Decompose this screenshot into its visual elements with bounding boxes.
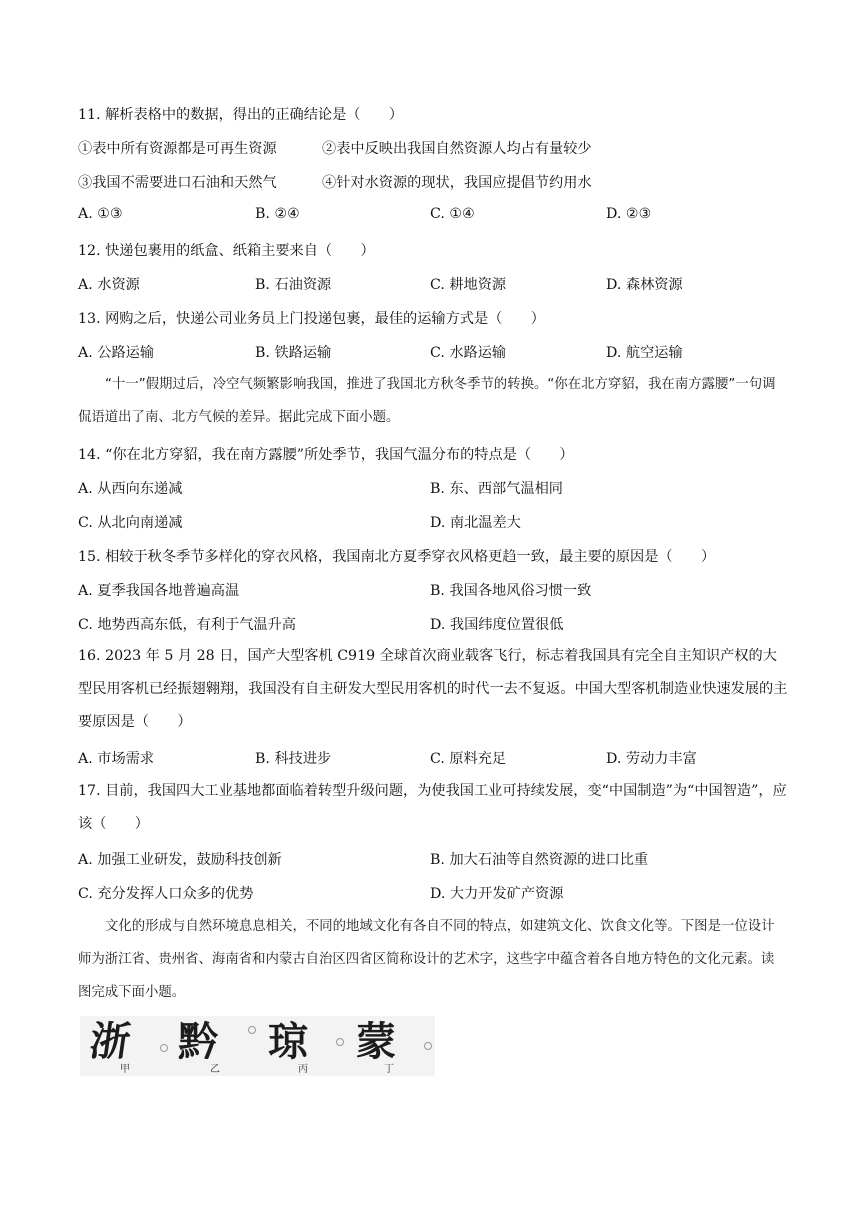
q12-option-b[interactable]: B. 石油资源: [255, 277, 332, 293]
art-glyph-meng: 蒙: [356, 1018, 396, 1065]
q17-option-c[interactable]: C. 充分发挥人口众多的优势: [78, 886, 254, 902]
q11-statement-4: ④针对水资源的现状，我国应提倡节约用水: [322, 175, 592, 191]
q14-option-a[interactable]: A. 从西向东递减: [78, 481, 183, 497]
q15-stem: 15. 相较于秋冬季节多样化的穿衣风格，我国南北方夏季穿衣风格更趋一致，最主要的原因是（ ）: [78, 549, 716, 565]
q15-option-b[interactable]: B. 我国各地风俗习惯一致: [430, 583, 592, 599]
q11-statements-row1: [78, 138, 798, 171]
q11-option-c[interactable]: C. ①④: [430, 206, 475, 222]
q14-options-row2: [78, 512, 798, 545]
q15-option-a[interactable]: A. 夏季我国各地普遍高温: [78, 583, 240, 599]
q11-statement-1: ①表中所有资源都是可再生资源: [78, 141, 277, 157]
art-glyph-zhe: 浙: [86, 1018, 134, 1065]
q11-statements-row2: [78, 172, 798, 205]
q13-option-a[interactable]: A. 公路运输: [78, 345, 155, 361]
q12-option-c[interactable]: C. 耕地资源: [430, 277, 507, 293]
q14-option-c[interactable]: C. 从北向南递减: [78, 515, 183, 531]
passage-climate: “十一”假期过后，冷空气频繁影响我国，推进了我国北方秋冬季节的转换。“你在北方穿貂，我在南方露腰”一句调侃语道出了南、北方气候的差异。据此完成下面小题。: [78, 377, 776, 425]
seal-mark: [248, 1026, 256, 1034]
art-glyph-qian: 黔: [178, 1018, 218, 1065]
art-glyph-qiong: 琼: [268, 1018, 308, 1065]
q12-option-d[interactable]: D. 森林资源: [606, 277, 683, 293]
q11-option-d[interactable]: D. ②③: [606, 206, 652, 222]
q16-option-d[interactable]: D. 劳动力丰富: [606, 751, 697, 767]
q13-option-c[interactable]: C. 水路运输: [430, 345, 507, 361]
q11-options: [78, 206, 798, 239]
q17-stem: 17. 目前，我国四大工业基地都面临着转型升级问题，为使我国工业可持续发展，变“中国制造”为“中国智造”，应该（ ）: [78, 783, 787, 832]
q17-option-d[interactable]: D. 大力开发矿产资源: [430, 886, 564, 902]
q15-options-row1: [78, 580, 798, 613]
q13-stem: 13. 网购之后，快递公司业务员上门投递包裹，最佳的运输方式是（ ）: [78, 311, 545, 327]
q14-option-d[interactable]: D. 南北温差大: [430, 515, 521, 531]
q14-stem: 14. “你在北方穿貂，我在南方露腰”所处季节，我国气温分布的特点是（ ）: [78, 447, 574, 463]
province-calligraphy-figure: [80, 1016, 435, 1076]
q13-option-d[interactable]: D. 航空运输: [606, 345, 683, 361]
seal-mark: [336, 1038, 344, 1046]
q11-statement-2: ②表中反映出我国自然资源人均占有量较少: [322, 141, 592, 157]
q17-option-a[interactable]: A. 加强工业研发，鼓励科技创新: [78, 852, 282, 868]
art-label-ding: 丁: [384, 1064, 394, 1075]
q15-option-c[interactable]: C. 地势西高东低，有利于气温升高: [78, 617, 296, 633]
q14-option-b[interactable]: B. 东、西部气温相同: [430, 481, 563, 497]
q11-stem: 11. 解析表格中的数据，得出的正确结论是（ ）: [78, 107, 404, 123]
q16-option-b[interactable]: B. 科技进步: [255, 751, 332, 767]
q13-option-b[interactable]: B. 铁路运输: [255, 345, 332, 361]
q11-option-b[interactable]: B. ②④: [255, 206, 300, 222]
seal-mark: [424, 1042, 432, 1050]
art-label-bing: 丙: [298, 1064, 308, 1075]
art-label-jia: 甲: [120, 1064, 130, 1075]
q11-option-a[interactable]: A. ①③: [78, 206, 123, 222]
q16-option-c[interactable]: C. 原料充足: [430, 751, 507, 767]
q16-option-a[interactable]: A. 市场需求: [78, 751, 155, 767]
q12-option-a[interactable]: A. 水资源: [78, 277, 140, 293]
q17-option-b[interactable]: B. 加大石油等自然资源的进口比重: [430, 852, 649, 868]
q12-options: [78, 274, 798, 307]
q12-stem: 12. 快递包裹用的纸盒、纸箱主要来自（ ）: [78, 243, 375, 259]
passage-culture: 文化的形成与自然环境息息相关，不同的地域文化有各自不同的特点，如建筑文化、饮食文化等。下图是一位设计师为浙江省、贵州省、海南省和内蒙古自治区四省区简称设计的艺术字，这些字中蕴含着各自地方特色的文化元素。读图完成下面小题。: [78, 919, 775, 1000]
q15-option-d[interactable]: D. 我国纬度位置很低: [430, 617, 564, 633]
seal-mark: [160, 1044, 168, 1052]
art-label-yi: 乙: [210, 1064, 220, 1075]
q14-options-row1: [78, 478, 798, 511]
q17-options-row1: [78, 849, 798, 882]
q16-stem: 16. 2023 年 5 月 28 日，国产大型客机 C919 全球首次商业载客飞行，标志着我国具有完全自主知识产权的大型民用客机已经振翅翱翔，我国没有自主研发大型民用客机的时代一去不复返。中国大型客机制造业快速发展的主要原因是（ ）: [78, 648, 788, 730]
q11-statement-3: ③我国不需要进口石油和天然气: [78, 175, 277, 191]
